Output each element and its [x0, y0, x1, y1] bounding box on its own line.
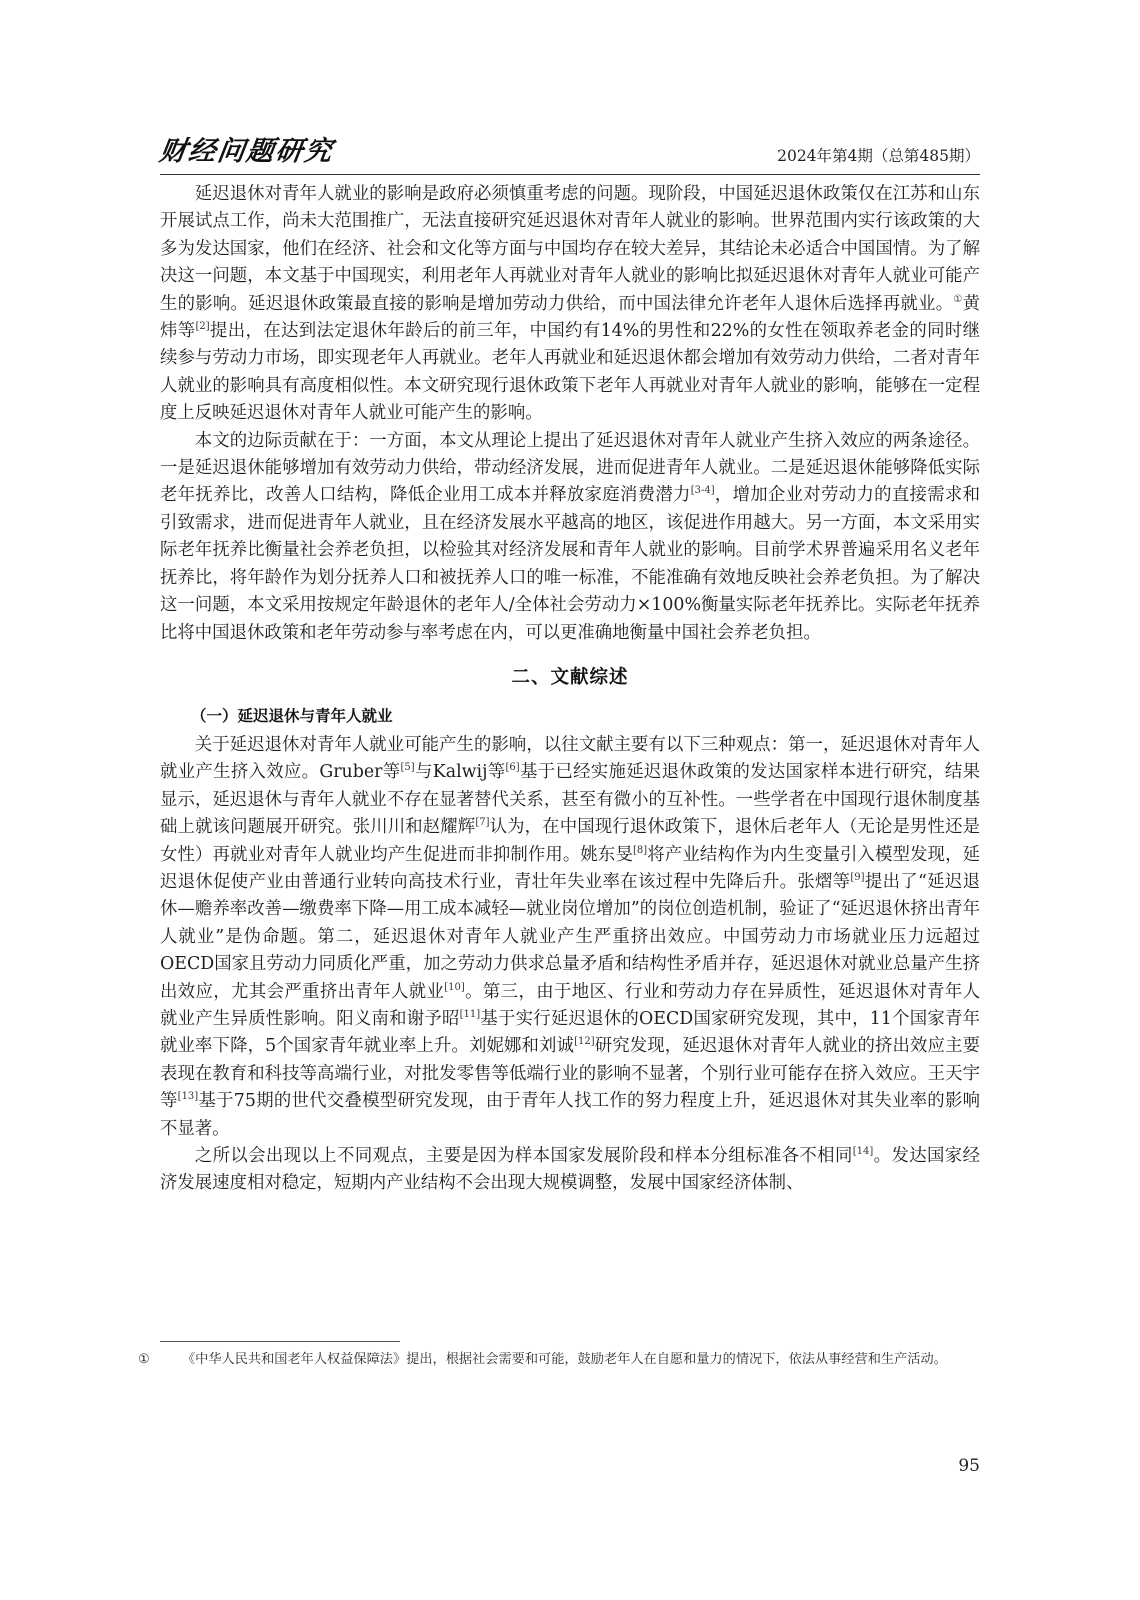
citation-mark: [2] [195, 321, 210, 333]
citation-mark: ① [953, 293, 963, 305]
paragraph [160, 181, 980, 428]
citation-mark: [5] [400, 762, 415, 774]
citation-mark: [11] [459, 1009, 481, 1021]
paragraph-text: 与Kalwij等 [414, 762, 506, 783]
paragraph-text: 关于延迟退休对青年人就业可能产生的影响，以往文献主要有以下三种观点：第一，延迟退休对青年人就业产生挤入效应。Gruber等 [160, 734, 980, 783]
footnote [138, 1350, 1002, 1369]
subsection-title: （一）延迟退休与青年人就业 [191, 706, 393, 725]
citation-mark: [8] [632, 844, 648, 856]
citation-mark: [14] [852, 1146, 874, 1158]
issue-info: 2024年第4期（总第485期） [777, 147, 980, 165]
footnote-rule [160, 1341, 400, 1342]
paragraph-text: 黄炜等 [160, 293, 980, 342]
paragraph-text: 。第三，由于地区、行业和劳动力存在异质性，延迟退休对青年人就业产生异质性影响。阳义南和谢予昭 [160, 981, 980, 1029]
citation-mark: [10] [444, 981, 465, 993]
paragraph-text: 将产业结构作为内生变量引入模型发现，延迟退休促使产业由普通行业转向高技术行业，青壮年失业率在该过程中先降后升。张熠等 [160, 844, 980, 892]
paragraph-text: 。发达国家经济发展速度相对稳定，短期内产业结构不会出现大规模调整，发展中国家经济体制、 [160, 1146, 980, 1194]
journal-name: 财经问题研究 [157, 136, 336, 167]
citation-mark: [13] [177, 1091, 199, 1103]
paragraph [160, 1143, 980, 1198]
footnote-text: 《中华人民共和国老年人权益保障法》提出，根据社会需要和可能，鼓励老年人在自愿和量力的情况下，依法从事经营和生产活动。 [182, 1352, 947, 1367]
paragraph-text: 延迟退休对青年人就业的影响是政府必须慎重考虑的问题。现阶段，中国延迟退休政策仅在江苏和山东开展试点工作，尚未大范围推广，无法直接研究延迟退休对青年人就业的影响。世界范围内实行该政策的大多为发达国家，他们在经济、社会和文化等方面与中国均存在较大差异，其结论未必适合中国国情。为了解决这一问题，本文基于中国现实，利用老年人再就业对青年人就业的影响比拟延迟退休对青年人就业可能产生的影响。延迟退休政策最直接的影响是增加劳动力供给，而中国法律允许老年人退休后选择再就业。 [160, 184, 980, 314]
citation-mark: [9] [850, 872, 865, 884]
citation-mark: [3-4] [690, 485, 715, 497]
paragraph [160, 428, 980, 647]
paragraph [160, 732, 980, 1143]
paragraph-text: 认为，在中国现行退休政策下，退休后老年人（无论是男性还是女性）再就业对青年人就业均产生促进而非抑制作用。姚东旻 [160, 817, 980, 865]
paragraph-text: 研究发现，延迟退休对青年人就业的挤出效应主要表现在教育和科技等高端行业，对批发零售等低端行业的影响不显著，个别行业可能存在挤入效应。王天宇等 [160, 1036, 980, 1112]
paragraph-text: 基于实行延迟退休的OECD国家研究发现，其中，11个国家青年就业率下降，5个国家青年就业率上升。刘妮娜和刘诚 [160, 1008, 980, 1057]
intro-paragraphs [160, 181, 980, 647]
citation-mark: [6] [505, 762, 520, 774]
body-text [160, 181, 980, 1198]
citation-mark: [12] [574, 1036, 595, 1048]
paragraph-text: ，增加企业对劳动力的直接需求和引致需求，进而促进青年人就业，且在经济发展水平越高的地区，该促进作用越大。另一方面，本文采用实际老年抚养比衡量社会养老负担，以检验其对经济发展和青年人就业的影响。目前学术界普遍采用名义老年抚养比，将年龄作为划分抚养人口和被抚养人口的唯一标准，不能准确有效地反映社会养老负担。为了解决这一问题，本文采用按规定年龄退休的老年人/全体社会劳动力×100%衡量实际老年抚养比。实际老年抚养比将中国退休政策和老年劳动参与率考虑在内，可以更准确地衡量中国社会养老负担。 [160, 485, 980, 643]
paragraph-text: 之所以会出现以上不同观点，主要是因为样本国家发展阶段和样本分组标准各不相同 [194, 1146, 853, 1166]
paragraph-text: 提出了“延迟退休—赡养率改善—缴费率下降—用工成本减轻—就业岗位增加”的岗位创造机制，验证了“延迟退休挤出青年人就业”是伪命题。第二，延迟退休对青年人就业产生严重挤出效应。中国劳动力市场就业压力远超过OECD国家且劳动力同质化严重，加之劳动力供求总量矛盾和结构性矛盾并存，延迟退休对就业总量产生挤出效应，尤其会严重挤出青年人就业 [160, 871, 980, 1002]
page-header [157, 134, 980, 175]
page-number: 95 [958, 1456, 980, 1476]
literature-paragraphs [160, 732, 980, 1198]
citation-mark: [7] [475, 817, 490, 829]
paragraph-text: 本文的边际贡献在于：一方面，本文从理论上提出了延迟退休对青年人就业产生挤入效应的两条途径。一是延迟退休能够增加有效劳动力供给，带动经济发展，进而促进青年人就业。二是延迟退休能够降低实际老年抚养比，改善人口结构，降低企业用工成本并释放家庭消费潜力 [160, 430, 980, 506]
paragraph-text: 基于75期的世代交叠模型研究发现，由于青年人找工作的努力程度上升，延迟退休对其失业率的影响不显著。 [160, 1091, 980, 1139]
footnote-mark: ① [138, 1352, 150, 1367]
paragraph-text: 基于已经实施延迟退休政策的发达国家样本进行研究，结果显示，延迟退休与青年人就业不存在显著替代关系，甚至有微小的互补性。一些学者在中国现行退休制度基础上就该问题展开研究。张川川和赵耀辉 [160, 762, 980, 838]
section-title: 二、文献综述 [511, 666, 629, 688]
paragraph-text: 提出，在达到法定退休年龄后的前三年，中国约有14%的男性和22%的女性在领取养老金的同时继续参与劳动力市场，即实现老年人再就业。老年人再就业和延迟退休都会增加有效劳动力供给，二者对青年人就业的影响具有高度相似性。本文研究现行退休政策下老年人再就业对青年人就业的影响，能够在一定程度上反映延迟退休对青年人就业可能产生的影响。 [160, 321, 980, 424]
